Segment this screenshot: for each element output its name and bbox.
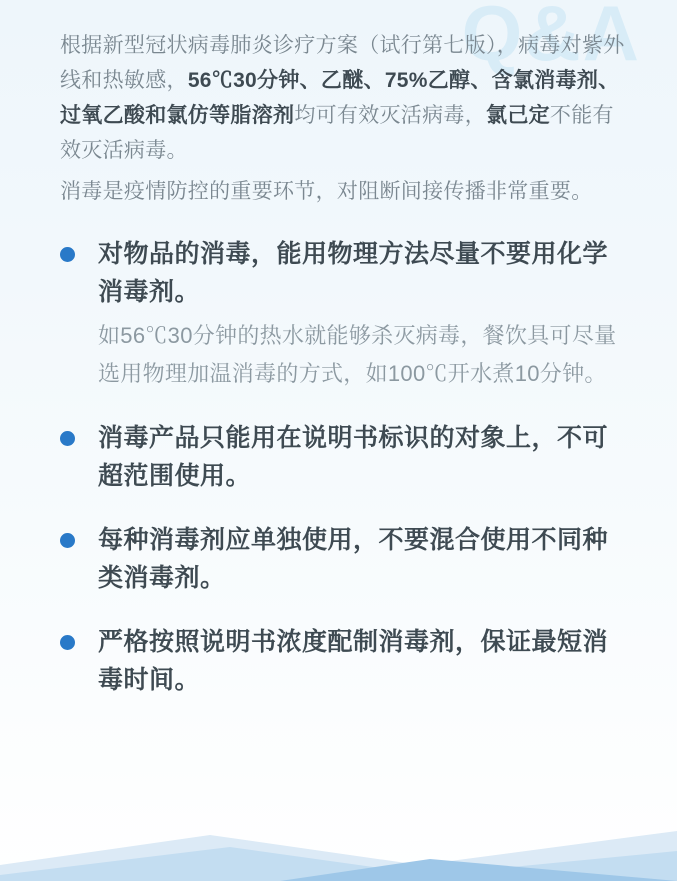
bullet-body-1: 如56℃30分钟的热水就能够杀灭病毒，餐饮具可尽量选用物理加温消毒的方式，如100℃开水煮10分钟。 — [98, 323, 617, 386]
intro-part-plain-2: 均可有效灭活病毒， — [294, 104, 487, 127]
bullet-item-4 — [60, 623, 631, 699]
intro-paragraph-1 — [60, 28, 631, 168]
bullet-item-3 — [60, 521, 631, 597]
bullet-title-4: 严格按照说明书浓度配制消毒剂，保证最短消毒时间。 — [98, 628, 609, 694]
bullet-list — [60, 235, 631, 699]
bullet-dot-icon — [60, 635, 75, 650]
watermark-qa: Q&A — [461, 0, 641, 77]
intro-part-plain-1: 根据新型冠状病毒肺炎诊疗方案（试行第七版），病毒对紫外线和热敏感， — [60, 34, 625, 92]
bullet-title-3: 每种消毒剂应单独使用，不要混合使用不同种类消毒剂。 — [98, 526, 609, 592]
bullet-dot-icon — [60, 533, 75, 548]
intro-part-bold-1: 56℃30分钟、乙醚、75%乙醇、含氯消毒剂、过氧乙酸和氯仿等脂溶剂 — [60, 69, 620, 127]
bullet-title-2: 消毒产品只能用在说明书标识的对象上，不可超范围使用。 — [98, 424, 609, 490]
bullet-item-2 — [60, 419, 631, 495]
intro-part-plain-3: 不能有效灭活病毒。 — [60, 104, 614, 162]
bullet-title-1: 对物品的消毒，能用物理方法尽量不要用化学消毒剂。 — [98, 240, 609, 306]
bullet-dot-icon — [60, 431, 75, 446]
bullet-item-1 — [60, 235, 631, 393]
bullet-dot-icon — [60, 247, 75, 262]
footer-decoration — [0, 825, 677, 881]
intro-part-bold-2: 氯己定 — [486, 104, 550, 127]
intro-paragraph-2: 消毒是疫情防控的重要环节，对阻断间接传播非常重要。 — [60, 180, 593, 203]
